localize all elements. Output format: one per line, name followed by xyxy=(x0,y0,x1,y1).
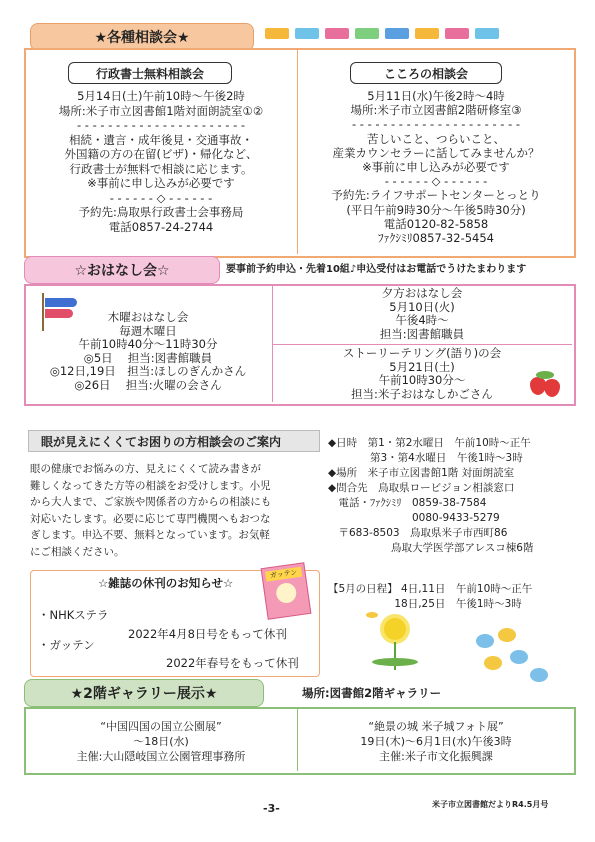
eye-details xyxy=(328,436,584,556)
eye-detail-line: ◆場所 米子市立図書館1階 対面朗読室 xyxy=(328,467,515,479)
magazine-item-2-note: 2022年春号をもって休刊 xyxy=(166,656,299,670)
strawberry-icon xyxy=(528,367,564,399)
consult-left-line: - - - - - - ◇ - - - - - - xyxy=(109,190,213,205)
magazine-cover-image xyxy=(261,562,312,620)
consult-right-line: 予約先:ライフサポートセンターとっとり xyxy=(331,188,541,203)
consult-left-line: 相続・遺言・成年後見・交通事故・ xyxy=(69,132,253,147)
eye-body-line: 眼の健康でお悩みの方、見えにくくて読み書きが xyxy=(30,463,261,475)
story-left-line: 木曜おはなし会 xyxy=(107,310,189,324)
magazine-item-2-name: ・ガッテン xyxy=(38,638,95,652)
gallery-left-line: 主催:大山隠岐国立公園管理事務所 xyxy=(76,750,246,763)
consult-left-line: 行政書士が無料で相談に応じます。 xyxy=(69,161,253,176)
consult-right-line: - - - - - - ◇ - - - - - - xyxy=(384,174,488,189)
eye-detail-line: 鳥取大学医学部アレスコ棟6階 xyxy=(328,542,534,554)
story-left-line: 午前10時40分～11時30分 xyxy=(78,337,218,351)
consult-left-line: 場所:米子市立図書館1階対面朗読室①② xyxy=(58,103,264,118)
story-right-top-line: 担当:図書館職員 xyxy=(379,326,465,341)
eye-body-line: ぎします。申込不要、無料となっています。お気軽 xyxy=(30,529,270,541)
magazine-title: ☆雑誌の休刊のお知らせ☆ xyxy=(98,576,234,590)
story-right-top-line: 午後4時～ xyxy=(395,313,449,327)
eye-body-line: 対応いたします。必要に応じて専門機関へもおつな xyxy=(30,512,271,525)
consult-right-line: (平日午前9時30分～午後5時30分) xyxy=(346,202,526,217)
eye-detail-line: 電話・ﾌｧｸｼﾐﾘ 0859-38-7584 xyxy=(328,497,487,509)
consult-right-line: 苦しいこと、つらいこと、 xyxy=(367,131,505,146)
eye-detail-line: 第3・第4水曜日 午後1時～3時 xyxy=(328,452,523,464)
eye-detail-line: ◆日時 第1・第2水曜日 午前10時～正午 xyxy=(328,437,531,449)
gallery-divider xyxy=(297,709,298,771)
eye-body-line: から大人まで、ご家族や関係者の方からの相談にも xyxy=(30,496,272,508)
consult-right-line: ﾌｧｸｼﾐﾘ0857-32-5454 xyxy=(378,231,494,246)
story-left-body xyxy=(28,311,268,392)
gallery-left-body xyxy=(28,719,294,764)
gallery-header: ★2階ギャラリー展示★ xyxy=(24,679,264,707)
magazine-item-1-name: ・NHKステラ xyxy=(38,608,109,622)
gallery-right-line: “絶景の城 米子城フォト展” xyxy=(368,720,504,733)
koinobori-flags xyxy=(265,28,505,44)
eye-may-line: 【5月の日程】 4日,11日 午前10時～正午 xyxy=(328,583,533,595)
gallery-left-line: ～18日(水) xyxy=(133,735,189,748)
story-left-line: ◎12日,19日 担当:ほしのぎんかさん xyxy=(49,364,247,378)
consult-left-line: 外国籍の方の在留(ビザ)・帰化など、 xyxy=(64,147,258,161)
page-number: -3- xyxy=(263,802,280,815)
eye-body-line: にご相談ください。 xyxy=(30,545,125,558)
magazine-cover-text: ガッテン xyxy=(265,567,302,582)
story-right-top-line: 5月10日(火) xyxy=(389,299,455,314)
dandelion-illustration xyxy=(362,612,432,672)
story-right-top-body xyxy=(276,287,568,341)
consult-left-line: 5月14日(土)午前10時～午後2時 xyxy=(77,89,245,103)
consult-left-line: ※事前に申し込みが必要です xyxy=(87,176,235,190)
consult-right-body xyxy=(300,89,572,245)
gallery-right-line: 主催:米子市文化振興課 xyxy=(379,750,493,763)
consult-right-line: 電話0120-82-5858 xyxy=(383,216,489,231)
story-right-bottom-line: 午前10時30分～ xyxy=(378,373,466,387)
gallery-place: 場所:図書館2階ギャラリー xyxy=(302,686,442,700)
consult-left-title: 行政書士無料相談会 xyxy=(68,62,232,84)
consult-right-line: 場所:米子市立図書館2階研修室③ xyxy=(350,103,522,118)
consult-right-title: こころの相談会 xyxy=(350,62,502,84)
consult-right-line: ※事前に申し込みが必要です xyxy=(362,160,510,175)
consult-header: ★各種相談会★ xyxy=(30,23,254,51)
story-header: ☆おはなし会☆ xyxy=(24,256,220,284)
eye-body-line: 難しくなってきた方等の相談をお受けします。小児 xyxy=(30,479,271,492)
eye-body xyxy=(30,461,326,560)
consult-divider xyxy=(297,50,298,254)
consult-right-line: - - - - - - - - - - - - - - - - - - - - - - xyxy=(351,117,521,132)
eye-may-line: 18日,25日 午後1時～3時 xyxy=(328,598,522,610)
story-note: 要事前予約申込・先着10組♪申込受付はお電話でうけたまわります xyxy=(226,264,527,275)
story-right-bottom-line: ストーリーテリング(語り)の会 xyxy=(342,346,502,360)
birds-illustration xyxy=(476,628,556,688)
story-right-bottom-line: 担当:米子おはなしかごさん xyxy=(351,386,493,401)
gallery-right-body xyxy=(300,719,572,764)
eye-may-schedule xyxy=(328,582,584,612)
story-left-line: 毎週木曜日 xyxy=(119,323,177,338)
gallery-right-line: 19日(木)～6月1日(水)午後3時 xyxy=(360,735,512,748)
newsletter-credit: 米子市立図書館だよりR4.5月号 xyxy=(432,800,549,809)
story-right-top-line: 夕方おはなし会 xyxy=(381,286,463,300)
eye-detail-line: ◆問合先 鳥取県ロービジョン相談窓口 xyxy=(328,482,515,494)
consult-left-body xyxy=(28,89,294,234)
eye-header: 眼が見えにくくてお困りの方相談会のご案内 xyxy=(28,430,320,452)
consult-right-line: 5月11日(水)午後2時～4時 xyxy=(367,89,505,103)
consult-left-line: - - - - - - - - - - - - - - - - - - - - - - xyxy=(76,118,246,132)
story-right-bottom-body xyxy=(276,347,568,401)
story-divider-h xyxy=(273,344,572,345)
consult-left-line: 電話0857-24-2744 xyxy=(108,219,214,234)
story-left-line: ◎5日 担当:図書館職員 xyxy=(83,350,213,365)
story-left-line: ◎26日 担当:火曜の会さん xyxy=(74,377,222,392)
eye-detail-line: 0080-9433-5279 xyxy=(328,512,500,524)
consult-left-line: 予約先:鳥取県行政書士会事務局 xyxy=(78,205,244,219)
gallery-left-line: “中国四国の国立公園展” xyxy=(100,720,222,733)
story-right-bottom-line: 5月21日(土) xyxy=(389,359,455,374)
eye-detail-line: 〒683-8503 鳥取県米子市西町86 xyxy=(328,527,508,539)
consult-right-line: 産業カウンセラーに話してみませんか？ xyxy=(332,145,540,160)
magazine-item-1-note: 2022年4月8日号をもって休刊 xyxy=(128,627,287,641)
